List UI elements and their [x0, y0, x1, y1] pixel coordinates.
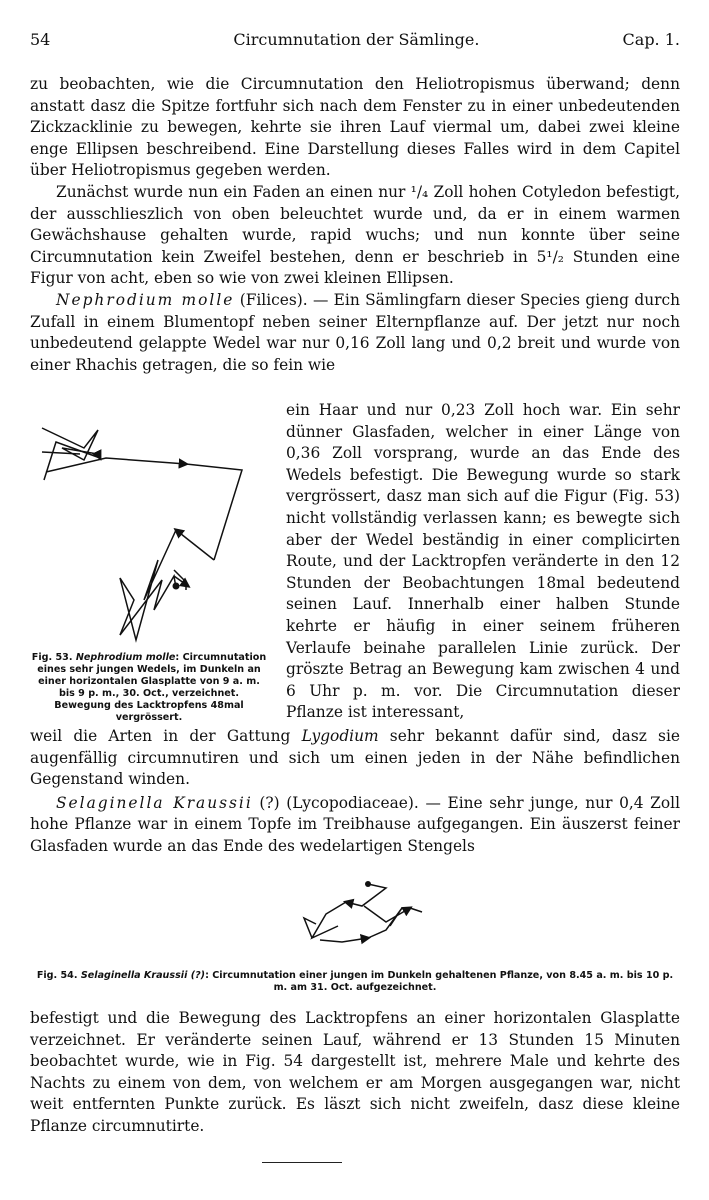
species-name-nephrodium: Nephrodium molle [56, 290, 235, 309]
text-block-middle [30, 726, 680, 858]
fig54-caption [30, 970, 680, 994]
text-block-top [30, 74, 680, 376]
page-number: 54 [30, 30, 51, 49]
running-header [30, 30, 680, 56]
footer-rule [262, 1162, 342, 1163]
fig54-movement-diagram [298, 878, 438, 968]
nephrodium-intro-text: (Filices). — Ein Sämlingfarn dieser Species gieng durch Zufall in einem Blumentopf neben seiner Elternpflanze auf. Der jetzt nur noch unbedeutend gelappte Wedel war nur 0,16 Zoll lang und 0,2 breit und wurde von einer Rhachis getragen, die so fein wie [30, 290, 680, 374]
fig54-label: Fig. 54. [36, 970, 78, 981]
fig53-start-dot [173, 583, 180, 590]
fig54-text: : Circumnutation einer jungen im Dunkeln gehaltenen Pflanze, von 8.45 a. m. bis 10 p. m. am 31. Oct. aufgezeichnet. [205, 970, 674, 993]
lygodium-text-before: weil die Arten in der Gattung [30, 727, 302, 745]
chapter-label: Cap. 1. [622, 30, 680, 49]
text-beside-figure-53 [286, 400, 680, 724]
paragraph-lygodium [30, 726, 680, 791]
paragraph-selaginella-continued: befestigt und die Bewegung des Lacktropfens an einer horizontalen Glasplatte verzeichnet. Er veränderte seinen Lauf, während er 13 Stunden 15 Minuten beobachtet wurde, wie in Fig. 54 dargestellt ist, mehrere Male und kehrte des Nachts zu einem von dem, von welchem er am Morgen ausgegangen war, nicht weit entfernten Punkte zurück. Es läszt sich nicht zweifeln, dasz diese kleine Pflanze circumnutirte. [30, 1009, 680, 1135]
text-block-bottom [30, 1008, 680, 1138]
lygodium-text-after: sehr bekannt dafür sind, dasz sie augenfällig circumnutiren und sich um einen jeden in der Nähe befindlichen Gegenstand winden. [30, 727, 680, 789]
paragraph-cotyledon: Zunächst wurde nun ein Faden an einen nur ¹/₄ Zoll hohen Cotyledon befestigt, der ausschlieszlich von oben beleuchtet wurde und, da er in einem warmen Gewächshause gehalten wurde, rapid wuchs; und nun konnte über seine Circumnutation kein Zweifel bestehen, denn er beschrieb in 5¹/₂ Stunden eine Figur von acht, eben so wie von zwei kleinen Ellipsen. [30, 182, 680, 288]
fig54-start-dot [365, 881, 371, 887]
book-page [30, 30, 680, 1135]
paragraph-selaginella [30, 793, 680, 858]
paragraph-heliotropism: zu beobachten, wie die Circumnutation den Heliotropismus überwand; denn anstatt dasz die Spitze fortfuhr sich nach dem Fenster zu in einer unbedeutenden Zickzacklinie zu bewegen, kehrte sie ihren Lauf viermal um, dabei zwei kleine enge Ellipsen beschreibend. Eine Darstellung dieses Falles wird in dem Capitel über Heliotropismus gegeben werden. [30, 75, 680, 180]
fig53-caption [30, 652, 268, 724]
selaginella-text: (?) (Lycopodiaceae). — Eine sehr junge, nur 0,4 Zoll hohe Pflanze war in einem Topfe im Treibhause aufgegangen. Ein äuszerst feiner Glasfaden wurde an das Ende des wedelartigen Stengels [30, 793, 680, 855]
fig54-species: Selaginella Kraussii (?) [80, 970, 206, 981]
fig53-movement-diagram [36, 410, 266, 650]
fig53-text: : Circumnutation eines sehr jungen Wedels, im Dunkeln an einer horizontalen Glasplatte von 9 a. m. bis 9 p. m., 30. Oct., verzeichnet. Bewegung des Lacktropfens 48mal vergrössert. [37, 652, 267, 723]
running-title: Circumnutation der Sämlinge. [233, 30, 480, 49]
figure-53 [30, 410, 280, 724]
species-name-selaginella: Selaginella Kraussii [56, 793, 253, 812]
fig53-species: Nephrodium molle [75, 652, 176, 663]
paragraph-nephrodium-intro [30, 290, 680, 376]
fig53-label: Fig. 53. [31, 652, 73, 663]
figure-54 [30, 878, 680, 994]
genus-lygodium: Lygodium [301, 727, 379, 745]
nephrodium-description: ein Haar und nur 0,23 Zoll hoch war. Ein sehr dünner Glasfaden, welcher in einer Länge von 0,36 Zoll vorsprang, wurde an das Ende des Wedels befestigt. Die Bewegung wurde so stark vergrössert, dasz man sich auf die Figur (Fig. 53) nicht vollständig verlassen kann; es bewegte sich aber der Wedel beständig in einer complicirten Route, und der Lacktropfen veränderte in den 12 Stunden der Beobachtungen 18mal bedeutend seinen Lauf. Innerhalb einer halben Stunde kehrte er häufig in einer seinem früheren Verlaufe beinahe parallelen Linie zurück. Der gröszte Betrag an Bewegung kam zwischen 4 und 6 Uhr p. m. vor. Die Circumnutation dieser Pflanze ist interessant, [286, 401, 680, 722]
